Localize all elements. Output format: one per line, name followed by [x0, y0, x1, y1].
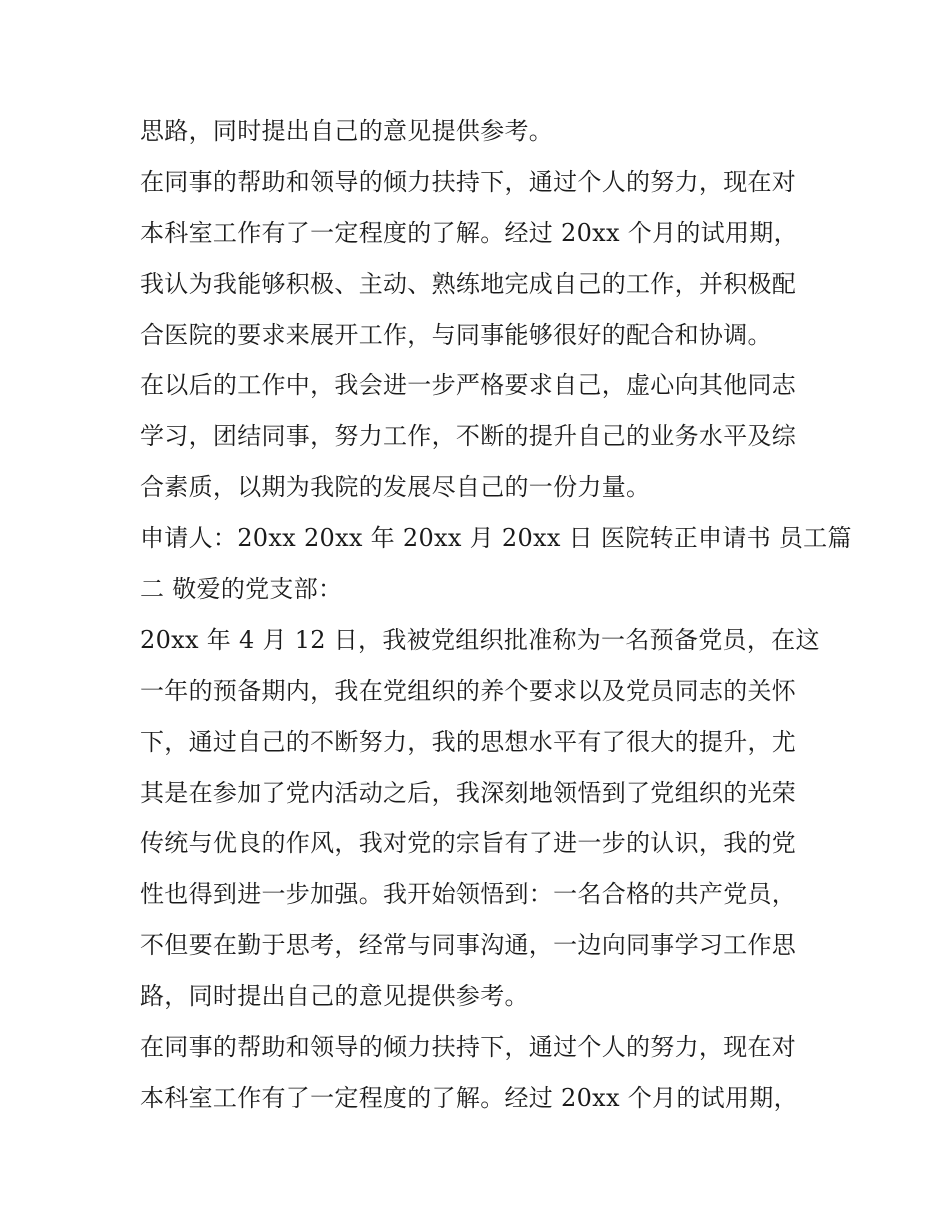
text-line: 在以后的工作中，我会进一步严格要求自己，虚心向其他同志: [140, 371, 797, 400]
text-line: 合医院的要求来展开工作，与同事能够很好的配合和协调。: [140, 320, 772, 349]
text-line: 路，同时提出自己的意见提供参考。: [140, 982, 529, 1011]
text-line: 在同事的帮助和领导的倾力扶持下，通过个人的努力，现在对: [140, 1033, 797, 1062]
text-line: 本科室工作有了一定程度的了解。经过 20xx 个月的试用期，: [140, 1083, 798, 1112]
text-line: 不但要在勤于思考，经常与同事沟通，一边向同事学习工作思: [140, 931, 797, 960]
text-line: 本科室工作有了一定程度的了解。经过 20xx 个月的试用期，: [140, 218, 798, 247]
text-line: 传统与优良的作风，我对党的宗旨有了进一步的认识，我的党: [140, 829, 797, 858]
text-line: 20xx 年 4 月 12 日，我被党组织批准称为一名预备党员，在这: [140, 625, 820, 654]
text-line: 性也得到进一步加强。我开始领悟到：一名合格的共产党员，: [140, 880, 797, 909]
text-line: 申请人：20xx 20xx 年 20xx 月 20xx 日 医院转正申请书 员工篇: [140, 524, 852, 553]
text-line: 我认为我能够积极、主动、熟练地完成自己的工作，并积极配: [140, 269, 797, 298]
text-line: 一年的预备期内，我在党组织的养个要求以及党员同志的关怀: [140, 676, 797, 705]
text-line: 下，通过自己的不断努力，我的思想水平有了很大的提升，尤: [140, 727, 797, 756]
text-line: 合素质，以期为我院的发展尽自己的一份力量。: [140, 473, 651, 502]
text-line: 思路，同时提出自己的意见提供参考。: [140, 117, 554, 145]
document-body: [140, 106, 852, 1124]
text-line: 学习，团结同事，努力工作，不断的提升自己的业务水平及综: [140, 422, 797, 451]
text-line: 其是在参加了党内活动之后，我深刻地领悟到了党组织的光荣: [140, 778, 797, 807]
text-line: 二 敬爱的党支部：: [140, 575, 343, 604]
text-line: 在同事的帮助和领导的倾力扶持下，通过个人的努力，现在对: [140, 167, 797, 196]
